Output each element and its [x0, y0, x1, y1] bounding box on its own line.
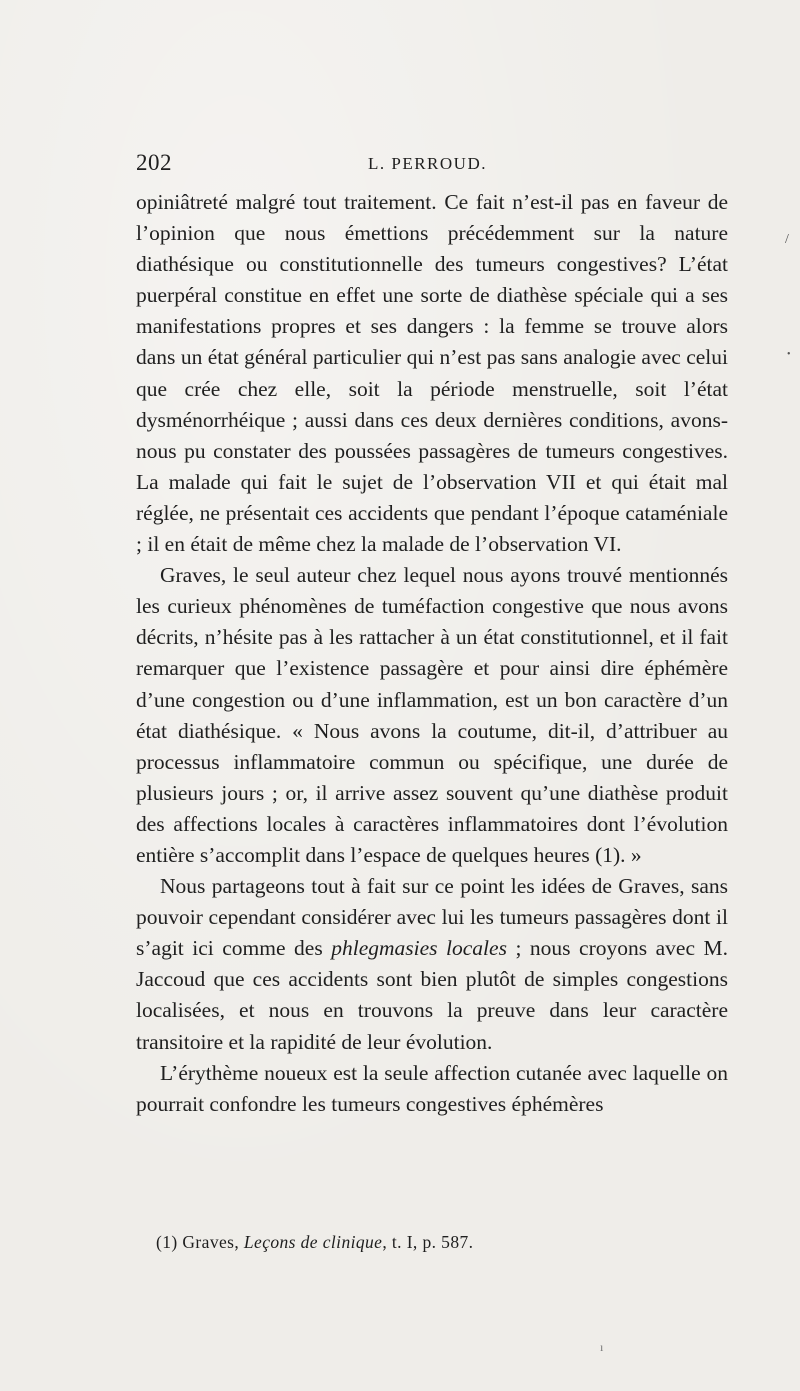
footnote	[156, 1232, 726, 1253]
footnote-marker: (1) Graves,	[156, 1232, 244, 1252]
footnote-reference: , t. I, p. 587.	[382, 1232, 474, 1252]
paragraph-3-emphasis: phlegmasies locales	[331, 936, 507, 961]
page-header	[136, 148, 728, 178]
paragraph-3-text-a: Nous partageons tout à fait sur ce point les idées de Graves, sans pouvoir cependant considérer avec lui les tumeurs passagères dont il s’agit ici comme des	[136, 874, 728, 961]
margin-tick-mark: ı	[600, 1340, 604, 1354]
paragraph-2: Graves, le seul auteur chez lequel nous ayons trouvé mentionnés les curieux phénomènes de tuméfaction congestive que nous avons décrits, n’hésite pas à les rattacher à un état constitutionnel, et il fait remarquer que l’existence passagère et pour ainsi dire éphémère d’une congestion ou d’une inflammation, est un bon caractère d’un état diathésique. « Nous avons la coutume, dit-il, d’attribuer au processus inflammatoire commun ou spécifique, une durée de plusieurs jours ; or, il arrive assez souvent qu’une diathèse produit des affections locales à caractères inflammatoires dont l’évolution entière s’accomplit dans l’espace de quelques heures (1). »	[136, 563, 728, 867]
paragraph-3-text-b: ; nous croyons avec M. Jaccoud que ces accidents sont bien plutôt de simples congestions localisées, et nous en trouvons la preuve dans leur caractère transitoire et la rapidité de leur évolution.	[136, 936, 728, 1054]
running-head: L. PERROUD.	[368, 154, 487, 173]
body-text	[136, 187, 728, 1120]
paragraph-4: L’érythème noueux est la seule affection cutanée avec laquelle on pourrait confondre les tumeurs congestives éphémères	[136, 1060, 728, 1116]
margin-slash-mark: /	[785, 232, 789, 247]
page-number: 202	[136, 150, 172, 175]
paragraph-3	[136, 871, 728, 1058]
footnote-title: Leçons de clinique	[243, 1232, 383, 1252]
paragraph-1: opiniâtreté malgré tout traitement. Ce fait n’est-il pas en faveur de l’opinion que nous émettions précédemment sur la nature diathésique ou constitutionnelle des tumeurs congestives? L’état puerpéral constitue en effet une sorte de diathèse spéciale qui a ses manifestations propres et ses dangers : la femme se trouve alors dans un état général particulier qui n’est pas sans analogie avec celui que crée chez elle, soit la période menstruelle, soit l’état dysménorrhéique ; aussi dans ces deux dernières conditions, avons-nous pu constater des poussées passagères de tumeurs congestives. La malade qui fait le sujet de l’observation VII et qui était mal réglée, ne présentait ces accidents que pendant l’époque cataméniale ; il en était de même chez la malade de l’observation VI.	[136, 190, 728, 557]
margin-dot-mark: •	[787, 349, 791, 360]
